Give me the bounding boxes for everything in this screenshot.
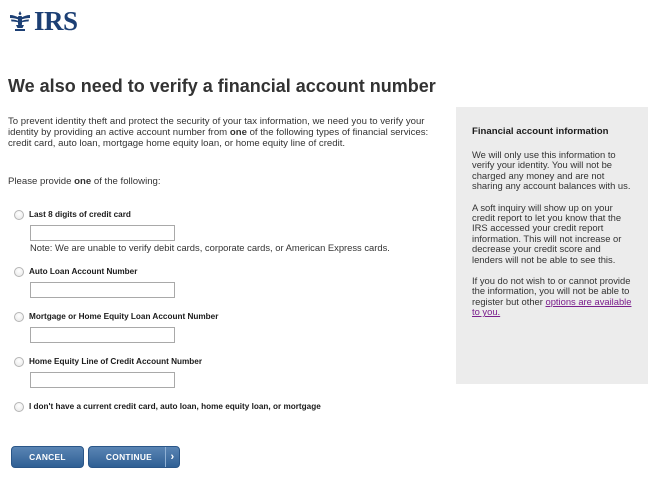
radio-auto-loan[interactable]: [14, 267, 24, 277]
option-label: I don't have a current credit card, auto loan, home equity loan, or mortgage: [29, 402, 321, 411]
radio-none[interactable]: [14, 402, 24, 412]
intro-text: To prevent identity theft and protect the security of your tax information, we need you to verify your identity by providing an active account number from one of the following types of financial services: credit card, auto loan, mortgage home equity loan, or home equity line of credit.: [8, 116, 429, 149]
cancel-button[interactable]: CANCEL: [11, 446, 84, 468]
irs-logo[interactable]: [8, 6, 78, 36]
auto-loan-account-input[interactable]: [30, 282, 175, 298]
chevron-right-icon: ›: [165, 447, 179, 467]
irs-eagle-icon: [8, 9, 32, 33]
panel-paragraph: We will only use this information to verify your identity. You will not be charged any money and are not sharing any account balances with us.: [472, 149, 631, 192]
irs-wordmark: IRS: [34, 6, 78, 36]
credit-card-digits-input[interactable]: [30, 225, 175, 241]
panel-paragraph: A soft inquiry will show up on your credit report to let you know that the IRS accessed your credit report information. This will not increase or decrease your credit score and lenders will not be able to see this.: [472, 201, 622, 265]
option-label: Home Equity Line of Credit Account Number: [29, 357, 203, 366]
option-label: Auto Loan Account Number: [29, 267, 138, 276]
radio-heloc[interactable]: [14, 357, 24, 367]
option-label: Last 8 digits of credit card: [29, 210, 131, 219]
heloc-account-input[interactable]: [30, 372, 175, 388]
credit-card-note: Note: We are unable to verify debit cards, corporate cards, or American Express cards.: [30, 242, 390, 253]
page-title: We also need to verify a financial account number: [8, 76, 436, 96]
option-label: Mortgage or Home Equity Loan Account Number: [29, 312, 219, 321]
other-options-link[interactable]: options are available to you.: [472, 295, 632, 318]
mortgage-account-input[interactable]: [30, 327, 175, 343]
provide-instruction: Please provide one of the following:: [8, 176, 161, 187]
panel-title: Financial account information: [472, 126, 609, 137]
radio-mortgage[interactable]: [14, 312, 24, 322]
continue-button[interactable]: [88, 446, 180, 468]
panel-paragraph: If you do not wish to or cannot provide the information, you will not be able to register but other options are available to you.: [472, 275, 632, 318]
continue-label: CONTINUE: [105, 452, 153, 462]
financial-info-panel: [456, 107, 648, 384]
radio-credit-card[interactable]: [14, 210, 24, 220]
